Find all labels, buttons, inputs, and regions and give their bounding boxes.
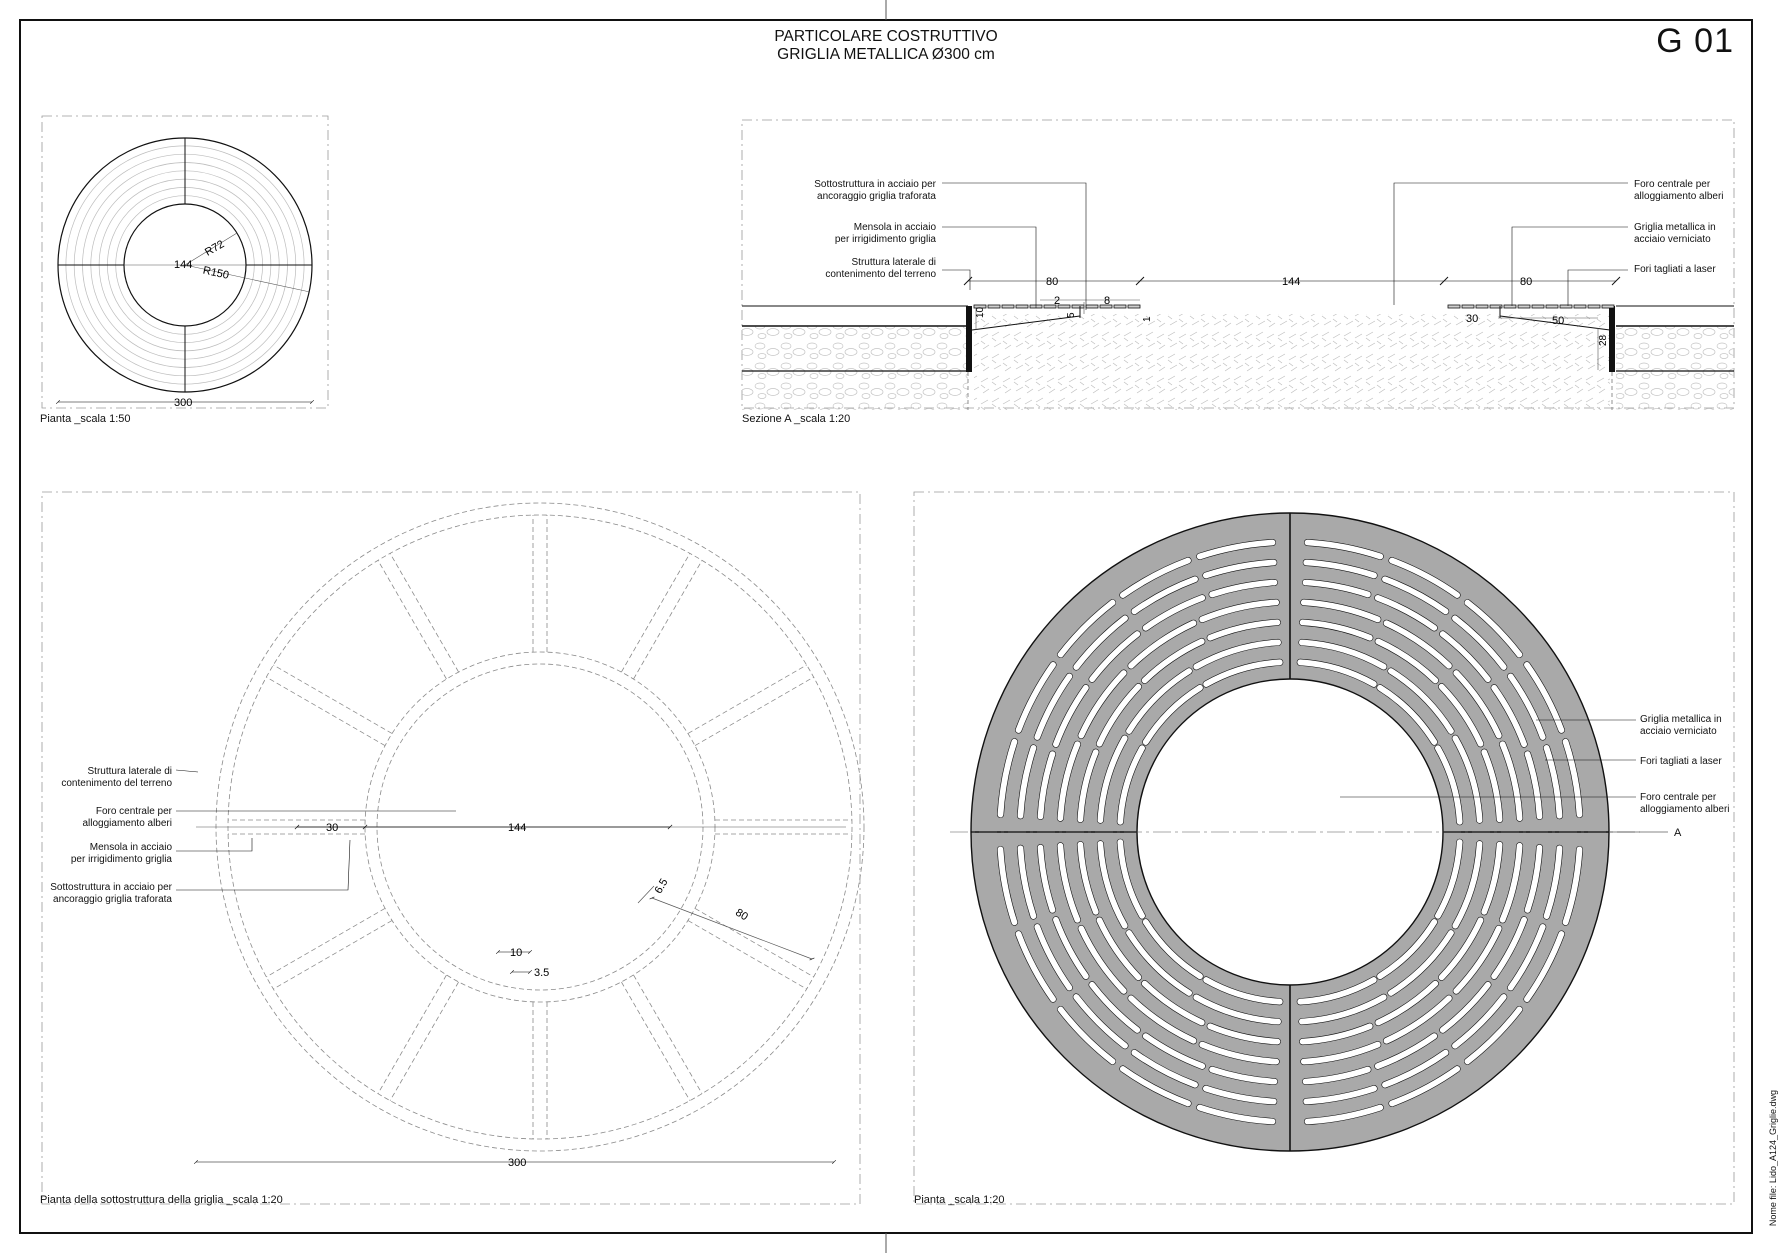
title-line-2: GRIGLIA METALLICA Ø300 cm: [777, 45, 995, 63]
dim-d-outer: 300: [174, 397, 193, 409]
section-grate-bar: [988, 305, 1000, 308]
sub-label-struttura-2: contenimento del terreno: [61, 778, 172, 789]
section-grate-bar: [1448, 305, 1460, 308]
section-grate-bar: [1518, 305, 1530, 308]
substructure-spoke: [378, 560, 447, 679]
substructure-labels: [50, 766, 172, 905]
section-grate-bar: [1602, 305, 1614, 308]
substructure-spoke: [266, 908, 385, 977]
sub-label-mensola-2: per irrigidimento griglia: [70, 854, 172, 865]
substructure-spoke: [273, 665, 392, 734]
sec-dim-left: 80: [1046, 276, 1059, 288]
grate-label-griglia-1: Griglia metallica in: [1640, 714, 1722, 725]
sub-dim-300: 300: [508, 1157, 527, 1169]
sec-label-struttura-2: contenimento del terreno: [825, 269, 936, 280]
sec-dim-30: 30: [1466, 313, 1479, 325]
grate-label-fori: Fori tagliati a laser: [1640, 756, 1722, 767]
sub-dim-30: 30: [326, 822, 339, 834]
dim-r-outer: R150: [201, 264, 231, 282]
sub-dim-144: 144: [508, 822, 527, 834]
sec-label-griglia-1: Griglia metallica in: [1634, 222, 1716, 233]
title-line-1: PARTICOLARE COSTRUTTIVO: [774, 28, 998, 45]
sec-dim-5: 5: [1066, 312, 1077, 318]
sub-label-mensola-1: Mensola in acciaio: [89, 842, 172, 853]
section-grate-bar: [1546, 305, 1558, 308]
section-grate-bar: [1016, 305, 1028, 308]
sec-label-struttura-1: Struttura laterale di: [851, 257, 936, 268]
substructure-spoke: [266, 677, 385, 746]
section-labels: [814, 179, 1723, 280]
sec-label-griglia-2: acciaio verniciato: [1634, 234, 1711, 245]
sec-dim-28: 28: [1598, 334, 1609, 346]
section-grate-bar: [1128, 305, 1140, 308]
section-grate-bar: [1504, 305, 1516, 308]
substructure-spoke: [273, 921, 392, 990]
caption-plan-small: Pianta _scala 1:50: [40, 413, 131, 425]
sub-dim-6-5: 6.5: [652, 876, 671, 896]
grate-label-griglia-2: acciaio verniciato: [1640, 726, 1717, 737]
section-grate-bar: [1462, 305, 1474, 308]
sec-dim-2: 2: [1054, 295, 1061, 307]
sec-dim-50: 50: [1552, 315, 1565, 327]
sec-dim-center: 144: [1282, 276, 1301, 288]
file-name: Nome file: Lido_A124_Griglie.dwg: [1768, 1090, 1778, 1227]
sheet-code: G 01: [1656, 22, 1734, 60]
grate-label-foro-1: Foro centrale per: [1640, 792, 1717, 803]
sec-dim-10: 10: [975, 306, 986, 318]
sec-label-sottostruttura-1: Sottostruttura in acciaio per: [814, 179, 936, 190]
sec-label-foro-1: Foro centrale per: [1634, 179, 1711, 190]
section-grate-bar: [1560, 305, 1572, 308]
substructure-spoke: [695, 677, 814, 746]
section-grate-bar: [1532, 305, 1544, 308]
dim-r-inner: R72: [202, 238, 227, 259]
grate-plan: [950, 513, 1730, 1151]
section-grate-bar: [1086, 305, 1098, 308]
grate-labels: [1640, 714, 1730, 839]
substructure-spoke: [688, 921, 807, 990]
caption-section: Sezione A _scala 1:20: [742, 413, 851, 425]
plan-small: [58, 138, 312, 409]
sec-label-foro-2: alloggiamento alberi: [1634, 191, 1724, 202]
sub-dim-10: 10: [510, 947, 523, 959]
sub-dim-3-5: 3.5: [534, 967, 550, 979]
substructure-spoke: [390, 982, 459, 1101]
substructure-spoke: [378, 975, 447, 1094]
sub-label-sottostruttura-1: Sottostruttura in acciaio per: [50, 882, 172, 893]
substructure-spoke: [695, 908, 814, 977]
sec-label-fori: Fori tagliati a laser: [1634, 264, 1716, 275]
section-grate-bar: [1476, 305, 1488, 308]
sub-dim-80: 80: [733, 906, 750, 924]
sec-dim-1: 1: [1142, 316, 1153, 322]
sub-label-foro-2: alloggiamento alberi: [82, 818, 172, 829]
grate-label-foro-2: alloggiamento alberi: [1640, 804, 1730, 815]
sec-label-sottostruttura-2: ancoraggio griglia traforata: [817, 191, 936, 202]
sec-dim-right: 80: [1520, 276, 1533, 288]
sec-label-mensola-2: per irrigidimento griglia: [834, 234, 936, 245]
sub-label-struttura-1: Struttura laterale di: [87, 766, 172, 777]
dim-d-inner: 144: [174, 259, 193, 271]
sec-label-mensola-1: Mensola in acciaio: [853, 222, 936, 233]
substructure-spoke: [621, 982, 690, 1101]
substructure-spoke: [688, 665, 807, 734]
section-grate-bar: [1574, 305, 1586, 308]
section-a: [742, 179, 1734, 410]
grate-section-mark: A: [1674, 827, 1682, 839]
section-grate-bar: [1588, 305, 1600, 308]
caption-substructure: Pianta della sottostruttura della griglia _scala 1:20: [40, 1194, 283, 1206]
substructure-spoke: [634, 560, 703, 679]
section-grate-bar: [1114, 305, 1126, 308]
caption-grate-plan: Pianta _scala 1:20: [914, 1194, 1005, 1206]
sub-label-foro-1: Foro centrale per: [95, 806, 172, 817]
section-grate-bar: [1072, 305, 1084, 308]
sub-label-sottostruttura-2: ancoraggio griglia traforata: [53, 894, 172, 905]
substructure-plan: [50, 503, 864, 1169]
sec-dim-8: 8: [1104, 295, 1111, 307]
section-grate-bar: [1002, 305, 1014, 308]
substructure-spoke: [390, 553, 459, 672]
substructure-spoke: [621, 553, 690, 672]
substructure-spoke: [634, 975, 703, 1094]
